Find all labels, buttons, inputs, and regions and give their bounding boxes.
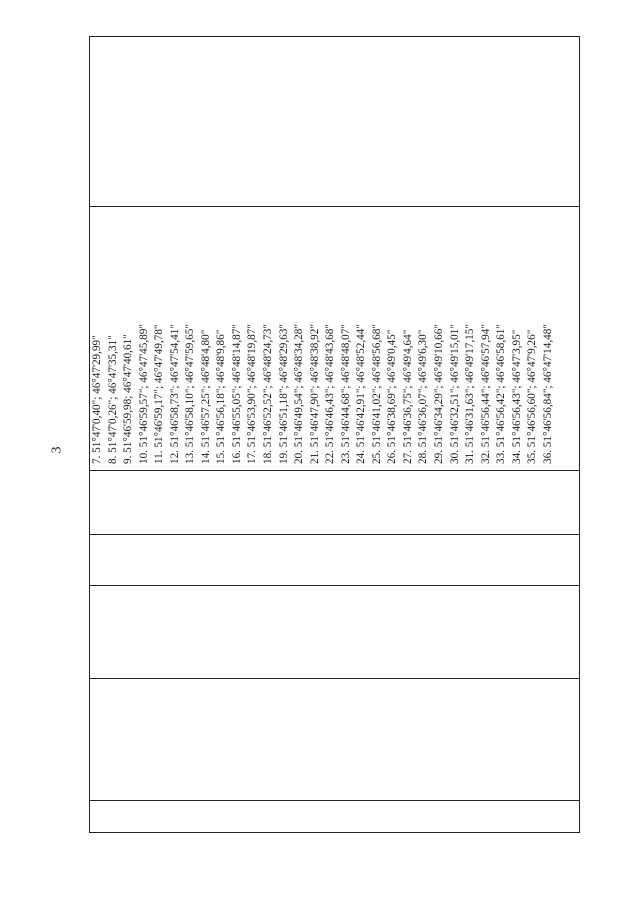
- coordinate-item: 15. 51°46'56,18"; 46°48'9,86": [215, 329, 228, 464]
- coordinate-item: 13. 51°46'58,10"; 46°47'59,65": [184, 324, 197, 464]
- coordinate-item: 23. 51°46'44,68"; 46°48'48,07": [339, 324, 352, 464]
- coordinate-item: 36. 51°46'56,84"; 46°47'14,48": [541, 324, 554, 464]
- coordinate-item: 24. 51°46'42,91"; 46°48'52,44": [355, 324, 368, 464]
- coordinate-item: 22. 51°46'46,43"; 46°48'43,68": [324, 324, 337, 464]
- coordinate-item: 27. 51°46'36,75"; 46°49'4,64": [401, 329, 414, 464]
- coordinate-item: 11. 51°46'59,17"; 46°47'49,78": [153, 324, 166, 464]
- coordinates-list: [90, 207, 556, 464]
- coordinate-item: 16. 51°46'55,05"; 46°48'14,87": [230, 324, 243, 464]
- coordinate-item: 10. 51°46'59,57"; 46°47'45,89": [137, 324, 150, 464]
- coordinate-item: 32. 51°46'56,44"; 46°46'57,94": [479, 324, 492, 464]
- page-number: 3: [49, 446, 65, 454]
- coordinate-item: 8. 51°47'0,26"; 46°47'35,31": [106, 335, 119, 464]
- coordinate-item: 28. 51°46'36,07"; 46°49'6,30": [417, 329, 430, 464]
- table-row-divider: [90, 800, 579, 801]
- coordinate-item: 31. 51°46'31,63"; 46°49'17,15": [464, 324, 477, 464]
- table-row-divider: [90, 678, 579, 679]
- table-row-divider: [90, 534, 579, 535]
- coordinate-item: 26. 51°46'38,69"; 46°49'0,45": [386, 329, 399, 464]
- coordinate-item: 9. 51°46'59,98; 46°47'40,61": [122, 334, 135, 464]
- coordinate-item: 7. 51°47'0,40"; 46°47'29,99": [91, 335, 103, 464]
- coordinate-item: 30. 51°46'32,51"; 46°49'15,01": [448, 324, 461, 464]
- table-row-divider: [90, 585, 579, 586]
- coordinate-item: 17. 51°46'53,90"; 46°48'19,87": [246, 324, 259, 464]
- coordinates-cell: [90, 207, 581, 470]
- coordinate-item: 14. 51°46'57,25"; 46°48'4,80": [199, 329, 212, 464]
- coordinate-item: 34. 51°46'56,43"; 46°47'3,95": [510, 329, 523, 464]
- coordinate-item: 18. 51°46'52,52"; 46°48'24,73": [262, 324, 275, 464]
- coordinate-item: 33. 51°46'56,42"; 46°46'58,61": [495, 324, 508, 464]
- document-table: [89, 36, 580, 833]
- coordinate-item: 21. 51°46'47,90"; 46°48'38,92": [308, 324, 321, 464]
- table-row-divider: [90, 470, 579, 471]
- coordinate-item: 12. 51°46'58,73"; 46°47'54,41": [168, 324, 181, 464]
- coordinate-item: 20. 51°46'49,54"; 46°48'34,28": [293, 324, 306, 464]
- coordinate-item: 29. 51°46'34,29"; 46°49'10,66": [433, 324, 446, 464]
- coordinate-item: 19. 51°46'51,18"; 46°48'29,63": [277, 324, 290, 464]
- coordinate-item: 25. 51°46'41,02"; 46°48'56,68": [370, 324, 383, 464]
- coordinate-item: 35. 51°46'56,60"; 46°47'9,26": [526, 329, 539, 464]
